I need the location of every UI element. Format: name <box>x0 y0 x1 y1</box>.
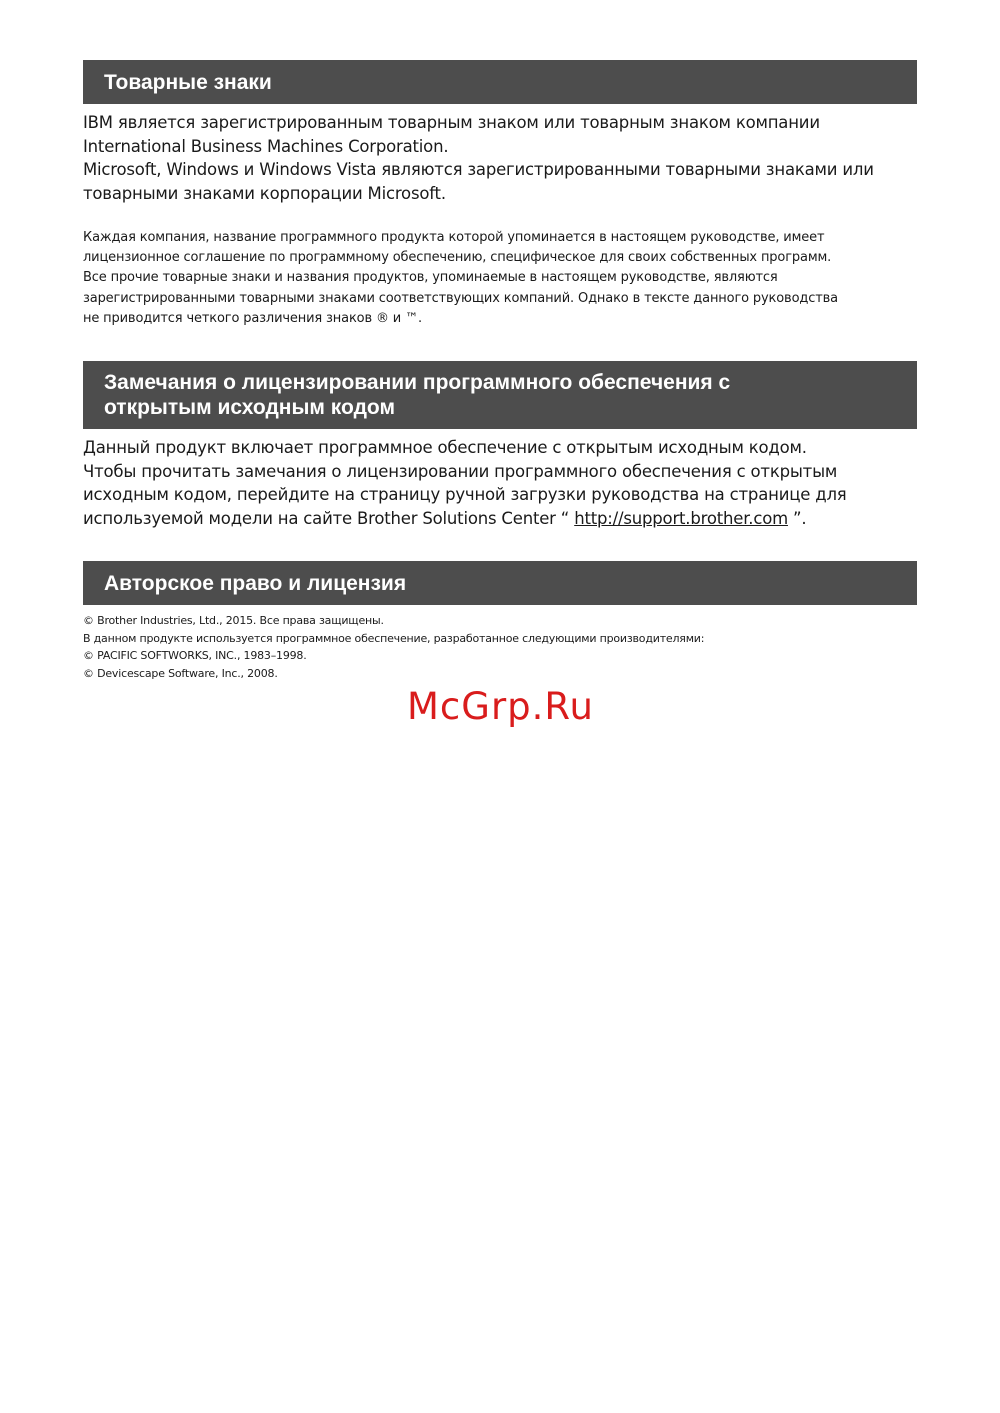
copyright-section-header <box>83 561 917 605</box>
trademarks-section-title: Товарные знаки <box>104 70 272 94</box>
trademarks-note-text <box>83 228 923 329</box>
open-source-last-prefix: используемой модели на сайте Brother Solutions Center “ <box>83 508 575 528</box>
copyright-line: © PACIFIC SOFTWORKS, INC., 1983–1998. <box>83 649 307 662</box>
open-source-section-header <box>83 361 917 429</box>
trademarks-note-line: Все прочие товарные знаки и названия продуктов, упоминаемые в настоящем руководстве, являются <box>83 270 778 286</box>
open-source-text <box>83 436 923 530</box>
trademarks-line: Microsoft, Windows и Windows Vista являются зарегистрированными товарными знаками или <box>83 160 874 179</box>
trademarks-note-line: Каждая компания, название программного продукта которой упоминается в настоящем руководстве, имеет <box>83 230 825 245</box>
trademarks-note-line: лицензионное соглашение по программному обеспечению, специфическое для своих собственных программ. <box>83 250 832 266</box>
open-source-line: Чтобы прочитать замечания о лицензировании программного обеспечения с открытым <box>83 461 838 481</box>
open-source-section-title-line2: открытым исходным кодом <box>104 396 395 419</box>
trademarks-main-text <box>83 111 923 205</box>
copyright-line: В данном продукте используется программное обеспечение, разработанное следующими производителями: <box>83 631 705 645</box>
open-source-line-last <box>83 507 923 531</box>
trademarks-note-line: зарегистрированными товарными знаками соответствующих компаний. Однако в тексте данного руководства <box>83 290 838 306</box>
trademarks-line: International Business Machines Corporation. <box>83 136 449 156</box>
trademarks-line: IBM является зарегистрированным товарным знаком или товарным знаком компании <box>83 113 820 132</box>
watermark-text: McGrp.Ru <box>407 685 594 728</box>
copyright-line: © Brother Industries, Ltd., 2015. Все права защищены. <box>83 614 384 627</box>
copyright-line: © Devicescape Software, Inc., 2008. <box>83 666 278 680</box>
support-site-link[interactable]: http://support.brother.com <box>574 508 788 528</box>
open-source-section-title-line1: Замечания о лицензировании программного обеспечения с <box>104 371 731 394</box>
copyright-section-title: Авторское право и лицензия <box>104 571 407 595</box>
open-source-last-suffix: ”. <box>787 508 807 528</box>
trademarks-line: товарными знаками корпорации Microsoft. <box>83 183 446 203</box>
open-source-line: Данный продукт включает программное обеспечение с открытым исходным кодом. <box>83 438 807 457</box>
open-source-line: исходным кодом, перейдите на страницу ручной загрузки руководства на странице для <box>83 485 847 504</box>
trademarks-section-header <box>83 60 917 104</box>
trademarks-note-line: не приводится четкого различения знаков ® и ™. <box>83 310 422 326</box>
copyright-text <box>83 612 923 682</box>
